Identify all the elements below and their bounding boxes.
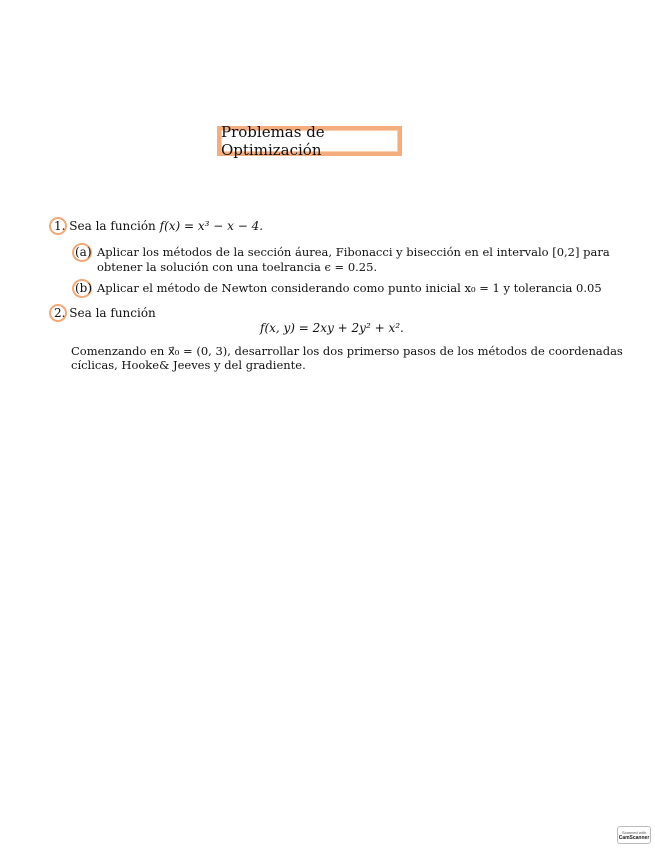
- problem-2-header: [54, 306, 156, 320]
- item-a-text-line-1: Aplicar los métodos de la sección áurea, Fibonacci y bisección en el intervalo [0,2] para: [97, 245, 610, 259]
- problem-1-number: 1.: [54, 219, 66, 233]
- problem-2-text-line-2: cíclicas, Hooke& Jeeves y del gradiente.: [71, 358, 306, 372]
- problem-2-intro: Sea la función: [69, 306, 156, 320]
- problem-1-intro: Sea la función: [69, 219, 156, 233]
- problem-2-function: f(x, y) = 2xy + 2y² + x².: [260, 321, 404, 335]
- watermark-line-1: Scanned with: [621, 829, 646, 835]
- watermark-line-2: CamScanner: [618, 834, 650, 841]
- problem-2-number: 2.: [54, 306, 66, 320]
- item-b-text-line-1: Aplicar el método de Newton considerando como punto inicial x₀ = 1 y tolerancia 0.05: [97, 281, 602, 295]
- item-b-label: (b): [75, 281, 93, 295]
- title-text: Problemas de Optimización: [221, 123, 325, 159]
- item-a-text-line-2: obtener la solución con una toelrancia ϵ = 0.25.: [97, 260, 378, 274]
- camscanner-watermark: [617, 826, 651, 844]
- document-title: [217, 123, 402, 159]
- problem-1-function: f(x) = x³ − x − 4.: [159, 219, 264, 233]
- item-a-label: (a): [75, 245, 92, 259]
- problem-2-text-line-1: Comenzando en x⃗₀ = (0, 3), desarrollar los dos primerso pasos de los métodos de coordenadas: [71, 344, 623, 358]
- problem-1-header: [54, 219, 263, 233]
